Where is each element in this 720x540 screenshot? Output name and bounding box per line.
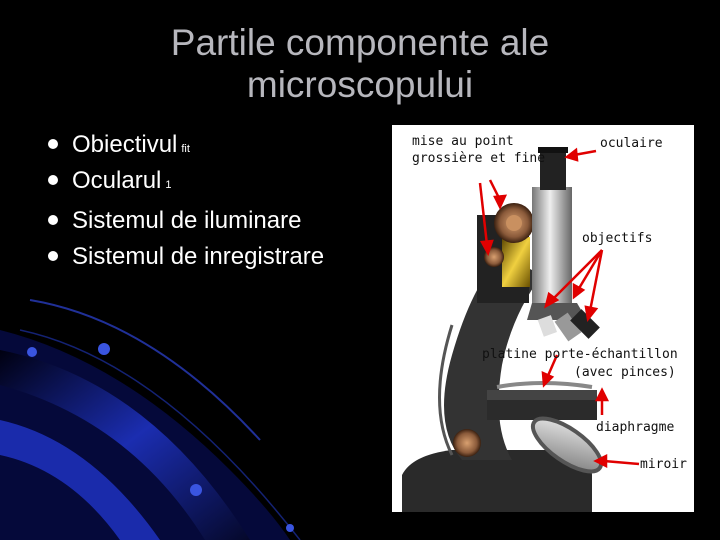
label-grossiere-fine: grossière et fine bbox=[412, 151, 546, 166]
microscope-diagram bbox=[392, 125, 694, 512]
bullet-dot-icon bbox=[48, 251, 58, 261]
label-mise-au-point: mise au point bbox=[412, 134, 514, 149]
bullet-item bbox=[44, 239, 324, 275]
bullet-item bbox=[44, 203, 324, 239]
label-platine: platine porte-échantillon bbox=[482, 347, 678, 362]
bullet-list bbox=[44, 127, 324, 275]
label-diaphragme: diaphragme bbox=[596, 420, 675, 435]
bullet-text: Obiectivul bbox=[72, 131, 178, 158]
label-miroir: miroir bbox=[640, 457, 687, 472]
bullet-item bbox=[44, 127, 324, 163]
label-objectifs: objectifs bbox=[582, 231, 653, 246]
bullet-item bbox=[44, 163, 324, 199]
bullet-dot-icon bbox=[48, 175, 58, 185]
bullet-dot-icon bbox=[48, 215, 58, 225]
bullet-mark: fit bbox=[181, 143, 190, 155]
bullet-text: Sistemul de inregistrare bbox=[72, 243, 325, 270]
bullet-mark: 1 bbox=[165, 179, 172, 191]
label-oculaire: oculaire bbox=[600, 136, 663, 151]
bullet-dot-icon bbox=[48, 139, 58, 149]
title-line-1: Partile componente ale bbox=[170, 22, 550, 63]
bullet-text: Sistemul de iluminare bbox=[72, 207, 302, 234]
bullet-text: Ocularul bbox=[72, 167, 162, 194]
slide-title bbox=[0, 22, 720, 106]
label-avec-pinces: (avec pinces) bbox=[574, 365, 676, 380]
title-line-2: microscopului bbox=[246, 64, 474, 105]
microscope-illustration bbox=[392, 125, 694, 512]
